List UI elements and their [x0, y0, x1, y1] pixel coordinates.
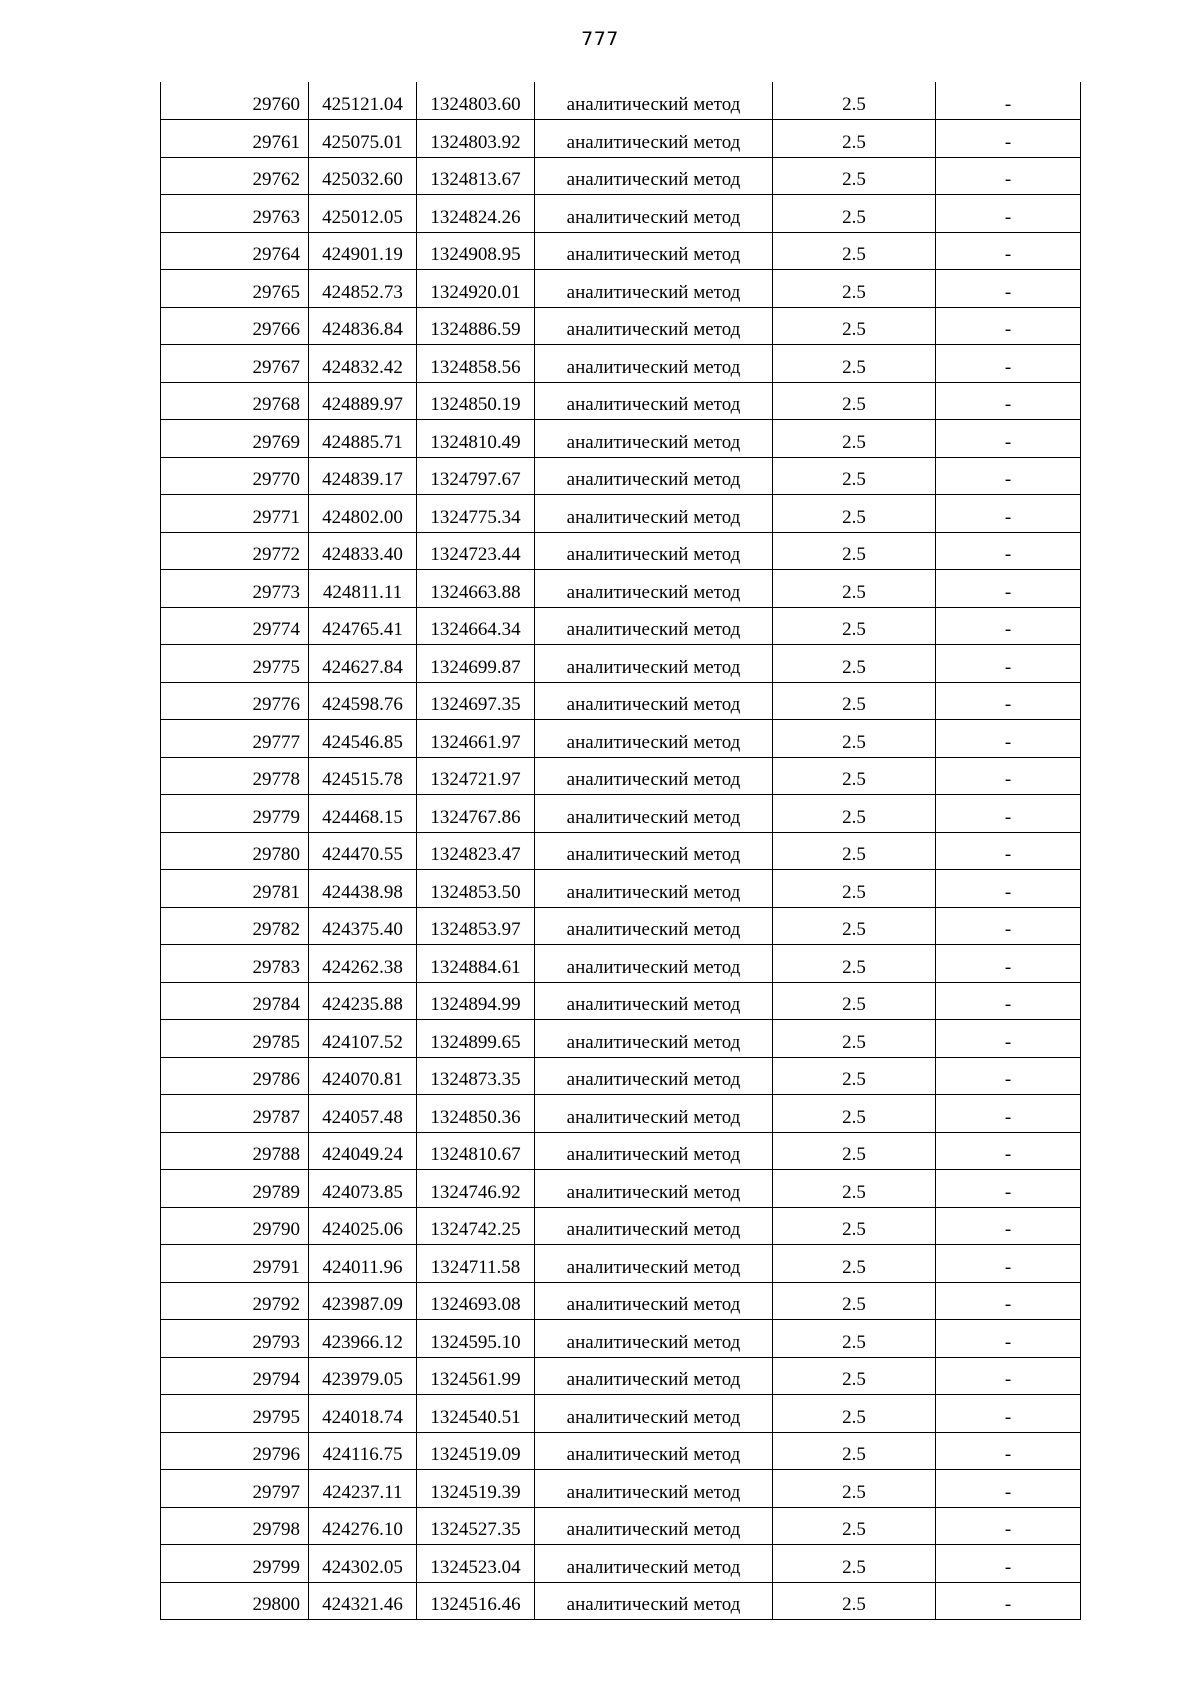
point-number-cell: 29794	[161, 1357, 309, 1395]
point-number-cell: 29787	[161, 1095, 309, 1133]
x-coordinate-cell: 424011.96	[309, 1245, 417, 1283]
method-cell: аналитический метод	[535, 570, 773, 608]
table-row	[161, 457, 1081, 495]
description-cell: -	[936, 1320, 1081, 1358]
x-coordinate-cell: 424018.74	[309, 1395, 417, 1433]
table-row	[161, 682, 1081, 720]
table-row	[161, 982, 1081, 1020]
x-coordinate-cell: 424049.24	[309, 1132, 417, 1170]
description-cell: -	[936, 1470, 1081, 1508]
table-row	[161, 832, 1081, 870]
description-cell: -	[936, 1357, 1081, 1395]
table-row	[161, 532, 1081, 570]
description-cell: -	[936, 1020, 1081, 1058]
method-cell: аналитический метод	[535, 870, 773, 908]
y-coordinate-cell: 1324850.19	[417, 382, 535, 420]
accuracy-cell: 2.5	[773, 157, 936, 195]
x-coordinate-cell: 424302.05	[309, 1545, 417, 1583]
point-number-cell: 29800	[161, 1582, 309, 1620]
point-number-cell: 29760	[161, 82, 309, 120]
y-coordinate-cell: 1324699.87	[417, 645, 535, 683]
x-coordinate-cell: 424598.76	[309, 682, 417, 720]
accuracy-cell: 2.5	[773, 1470, 936, 1508]
y-coordinate-cell: 1324527.35	[417, 1507, 535, 1545]
table-row	[161, 195, 1081, 233]
description-cell: -	[936, 195, 1081, 233]
y-coordinate-cell: 1324886.59	[417, 307, 535, 345]
point-number-cell: 29773	[161, 570, 309, 608]
y-coordinate-cell: 1324519.09	[417, 1432, 535, 1470]
x-coordinate-cell: 425121.04	[309, 82, 417, 120]
method-cell: аналитический метод	[535, 1545, 773, 1583]
method-cell: аналитический метод	[535, 795, 773, 833]
description-cell: -	[936, 1170, 1081, 1208]
point-number-cell: 29793	[161, 1320, 309, 1358]
accuracy-cell: 2.5	[773, 345, 936, 383]
accuracy-cell: 2.5	[773, 1432, 936, 1470]
method-cell: аналитический метод	[535, 1320, 773, 1358]
description-cell: -	[936, 232, 1081, 270]
method-cell: аналитический метод	[535, 1470, 773, 1508]
y-coordinate-cell: 1324742.25	[417, 1207, 535, 1245]
method-cell: аналитический метод	[535, 1170, 773, 1208]
point-number-cell: 29767	[161, 345, 309, 383]
accuracy-cell: 2.5	[773, 1320, 936, 1358]
method-cell: аналитический метод	[535, 645, 773, 683]
x-coordinate-cell: 424276.10	[309, 1507, 417, 1545]
description-cell: -	[936, 907, 1081, 945]
x-coordinate-cell: 425032.60	[309, 157, 417, 195]
description-cell: -	[936, 832, 1081, 870]
table-row	[161, 1470, 1081, 1508]
method-cell: аналитический метод	[535, 1282, 773, 1320]
accuracy-cell: 2.5	[773, 1057, 936, 1095]
point-number-cell: 29799	[161, 1545, 309, 1583]
table-row	[161, 1357, 1081, 1395]
accuracy-cell: 2.5	[773, 832, 936, 870]
accuracy-cell: 2.5	[773, 1507, 936, 1545]
accuracy-cell: 2.5	[773, 270, 936, 308]
accuracy-cell: 2.5	[773, 232, 936, 270]
accuracy-cell: 2.5	[773, 795, 936, 833]
method-cell: аналитический метод	[535, 1507, 773, 1545]
table-row	[161, 1132, 1081, 1170]
accuracy-cell: 2.5	[773, 495, 936, 533]
method-cell: аналитический метод	[535, 232, 773, 270]
description-cell: -	[936, 1095, 1081, 1133]
description-cell: -	[936, 720, 1081, 758]
point-number-cell: 29783	[161, 945, 309, 983]
page-number: 777	[581, 28, 619, 50]
table-row	[161, 120, 1081, 158]
coordinates-table-body	[161, 82, 1081, 1620]
x-coordinate-cell: 425012.05	[309, 195, 417, 233]
description-cell: -	[936, 607, 1081, 645]
table-row	[161, 1432, 1081, 1470]
accuracy-cell: 2.5	[773, 1582, 936, 1620]
x-coordinate-cell: 424885.71	[309, 420, 417, 458]
accuracy-cell: 2.5	[773, 1545, 936, 1583]
point-number-cell: 29769	[161, 420, 309, 458]
x-coordinate-cell: 424107.52	[309, 1020, 417, 1058]
y-coordinate-cell: 1324908.95	[417, 232, 535, 270]
point-number-cell: 29789	[161, 1170, 309, 1208]
method-cell: аналитический метод	[535, 420, 773, 458]
method-cell: аналитический метод	[535, 1357, 773, 1395]
accuracy-cell: 2.5	[773, 457, 936, 495]
method-cell: аналитический метод	[535, 382, 773, 420]
table-row	[161, 607, 1081, 645]
description-cell: -	[936, 420, 1081, 458]
x-coordinate-cell: 424546.85	[309, 720, 417, 758]
description-cell: -	[936, 157, 1081, 195]
method-cell: аналитический метод	[535, 1432, 773, 1470]
y-coordinate-cell: 1324803.92	[417, 120, 535, 158]
point-number-cell: 29764	[161, 232, 309, 270]
x-coordinate-cell: 424515.78	[309, 757, 417, 795]
description-cell: -	[936, 870, 1081, 908]
x-coordinate-cell: 424889.97	[309, 382, 417, 420]
y-coordinate-cell: 1324920.01	[417, 270, 535, 308]
x-coordinate-cell: 425075.01	[309, 120, 417, 158]
description-cell: -	[936, 645, 1081, 683]
y-coordinate-cell: 1324884.61	[417, 945, 535, 983]
y-coordinate-cell: 1324723.44	[417, 532, 535, 570]
x-coordinate-cell: 424438.98	[309, 870, 417, 908]
table-row	[161, 645, 1081, 683]
method-cell: аналитический метод	[535, 495, 773, 533]
description-cell: -	[936, 82, 1081, 120]
y-coordinate-cell: 1324824.26	[417, 195, 535, 233]
description-cell: -	[936, 1507, 1081, 1545]
table-row	[161, 307, 1081, 345]
accuracy-cell: 2.5	[773, 1207, 936, 1245]
x-coordinate-cell: 424836.84	[309, 307, 417, 345]
method-cell: аналитический метод	[535, 832, 773, 870]
accuracy-cell: 2.5	[773, 870, 936, 908]
method-cell: аналитический метод	[535, 195, 773, 233]
method-cell: аналитический метод	[535, 157, 773, 195]
table-row	[161, 82, 1081, 120]
method-cell: аналитический метод	[535, 945, 773, 983]
table-row	[161, 1395, 1081, 1433]
method-cell: аналитический метод	[535, 345, 773, 383]
y-coordinate-cell: 1324775.34	[417, 495, 535, 533]
point-number-cell: 29765	[161, 270, 309, 308]
method-cell: аналитический метод	[535, 907, 773, 945]
accuracy-cell: 2.5	[773, 1245, 936, 1283]
y-coordinate-cell: 1324540.51	[417, 1395, 535, 1433]
table-row	[161, 907, 1081, 945]
description-cell: -	[936, 345, 1081, 383]
y-coordinate-cell: 1324810.67	[417, 1132, 535, 1170]
description-cell: -	[936, 495, 1081, 533]
accuracy-cell: 2.5	[773, 120, 936, 158]
description-cell: -	[936, 795, 1081, 833]
point-number-cell: 29779	[161, 795, 309, 833]
table-row	[161, 232, 1081, 270]
coordinates-table	[160, 82, 1081, 1620]
x-coordinate-cell: 424802.00	[309, 495, 417, 533]
table-row	[161, 720, 1081, 758]
x-coordinate-cell: 424073.85	[309, 1170, 417, 1208]
x-coordinate-cell: 424070.81	[309, 1057, 417, 1095]
table-row	[161, 1245, 1081, 1283]
point-number-cell: 29778	[161, 757, 309, 795]
table-row	[161, 1170, 1081, 1208]
point-number-cell: 29766	[161, 307, 309, 345]
point-number-cell: 29790	[161, 1207, 309, 1245]
table-row	[161, 1057, 1081, 1095]
method-cell: аналитический метод	[535, 1582, 773, 1620]
description-cell: -	[936, 1282, 1081, 1320]
point-number-cell: 29791	[161, 1245, 309, 1283]
accuracy-cell: 2.5	[773, 1095, 936, 1133]
accuracy-cell: 2.5	[773, 757, 936, 795]
accuracy-cell: 2.5	[773, 532, 936, 570]
accuracy-cell: 2.5	[773, 645, 936, 683]
y-coordinate-cell: 1324853.50	[417, 870, 535, 908]
method-cell: аналитический метод	[535, 1057, 773, 1095]
x-coordinate-cell: 423979.05	[309, 1357, 417, 1395]
description-cell: -	[936, 1207, 1081, 1245]
point-number-cell: 29771	[161, 495, 309, 533]
method-cell: аналитический метод	[535, 82, 773, 120]
accuracy-cell: 2.5	[773, 607, 936, 645]
accuracy-cell: 2.5	[773, 1357, 936, 1395]
description-cell: -	[936, 682, 1081, 720]
table-row	[161, 495, 1081, 533]
x-coordinate-cell: 424832.42	[309, 345, 417, 383]
x-coordinate-cell: 424468.15	[309, 795, 417, 833]
description-cell: -	[936, 382, 1081, 420]
method-cell: аналитический метод	[535, 1095, 773, 1133]
method-cell: аналитический метод	[535, 1395, 773, 1433]
point-number-cell: 29770	[161, 457, 309, 495]
method-cell: аналитический метод	[535, 1207, 773, 1245]
y-coordinate-cell: 1324561.99	[417, 1357, 535, 1395]
y-coordinate-cell: 1324823.47	[417, 832, 535, 870]
y-coordinate-cell: 1324693.08	[417, 1282, 535, 1320]
point-number-cell: 29792	[161, 1282, 309, 1320]
x-coordinate-cell: 424057.48	[309, 1095, 417, 1133]
description-cell: -	[936, 1582, 1081, 1620]
y-coordinate-cell: 1324899.65	[417, 1020, 535, 1058]
description-cell: -	[936, 757, 1081, 795]
point-number-cell: 29795	[161, 1395, 309, 1433]
table-row	[161, 1320, 1081, 1358]
table-row	[161, 382, 1081, 420]
x-coordinate-cell: 424765.41	[309, 607, 417, 645]
point-number-cell: 29782	[161, 907, 309, 945]
method-cell: аналитический метод	[535, 120, 773, 158]
description-cell: -	[936, 307, 1081, 345]
table-row	[161, 1020, 1081, 1058]
method-cell: аналитический метод	[535, 607, 773, 645]
y-coordinate-cell: 1324697.35	[417, 682, 535, 720]
point-number-cell: 29772	[161, 532, 309, 570]
x-coordinate-cell: 424321.46	[309, 1582, 417, 1620]
x-coordinate-cell: 424627.84	[309, 645, 417, 683]
accuracy-cell: 2.5	[773, 1020, 936, 1058]
description-cell: -	[936, 570, 1081, 608]
method-cell: аналитический метод	[535, 1020, 773, 1058]
table-row	[161, 157, 1081, 195]
point-number-cell: 29784	[161, 982, 309, 1020]
method-cell: аналитический метод	[535, 682, 773, 720]
point-number-cell: 29775	[161, 645, 309, 683]
table-row	[161, 570, 1081, 608]
x-coordinate-cell: 424237.11	[309, 1470, 417, 1508]
description-cell: -	[936, 982, 1081, 1020]
point-number-cell: 29796	[161, 1432, 309, 1470]
x-coordinate-cell: 424116.75	[309, 1432, 417, 1470]
y-coordinate-cell: 1324661.97	[417, 720, 535, 758]
table-row	[161, 757, 1081, 795]
x-coordinate-cell: 424833.40	[309, 532, 417, 570]
x-coordinate-cell: 424852.73	[309, 270, 417, 308]
y-coordinate-cell: 1324595.10	[417, 1320, 535, 1358]
x-coordinate-cell: 424901.19	[309, 232, 417, 270]
x-coordinate-cell: 424470.55	[309, 832, 417, 870]
accuracy-cell: 2.5	[773, 307, 936, 345]
x-coordinate-cell: 423987.09	[309, 1282, 417, 1320]
point-number-cell: 29762	[161, 157, 309, 195]
point-number-cell: 29777	[161, 720, 309, 758]
accuracy-cell: 2.5	[773, 1395, 936, 1433]
description-cell: -	[936, 945, 1081, 983]
x-coordinate-cell: 424262.38	[309, 945, 417, 983]
table-row	[161, 1207, 1081, 1245]
method-cell: аналитический метод	[535, 720, 773, 758]
x-coordinate-cell: 424235.88	[309, 982, 417, 1020]
y-coordinate-cell: 1324523.04	[417, 1545, 535, 1583]
point-number-cell: 29788	[161, 1132, 309, 1170]
description-cell: -	[936, 1057, 1081, 1095]
accuracy-cell: 2.5	[773, 570, 936, 608]
y-coordinate-cell: 1324711.58	[417, 1245, 535, 1283]
y-coordinate-cell: 1324516.46	[417, 1582, 535, 1620]
point-number-cell: 29768	[161, 382, 309, 420]
point-number-cell: 29798	[161, 1507, 309, 1545]
accuracy-cell: 2.5	[773, 82, 936, 120]
accuracy-cell: 2.5	[773, 382, 936, 420]
accuracy-cell: 2.5	[773, 195, 936, 233]
y-coordinate-cell: 1324519.39	[417, 1470, 535, 1508]
point-number-cell: 29776	[161, 682, 309, 720]
accuracy-cell: 2.5	[773, 945, 936, 983]
table-row	[161, 420, 1081, 458]
method-cell: аналитический метод	[535, 757, 773, 795]
description-cell: -	[936, 1395, 1081, 1433]
point-number-cell: 29786	[161, 1057, 309, 1095]
point-number-cell: 29761	[161, 120, 309, 158]
method-cell: аналитический метод	[535, 532, 773, 570]
method-cell: аналитический метод	[535, 457, 773, 495]
accuracy-cell: 2.5	[773, 982, 936, 1020]
y-coordinate-cell: 1324813.67	[417, 157, 535, 195]
y-coordinate-cell: 1324664.34	[417, 607, 535, 645]
table-row	[161, 1545, 1081, 1583]
point-number-cell: 29797	[161, 1470, 309, 1508]
accuracy-cell: 2.5	[773, 1132, 936, 1170]
y-coordinate-cell: 1324850.36	[417, 1095, 535, 1133]
point-number-cell: 29763	[161, 195, 309, 233]
table-row	[161, 1582, 1081, 1620]
y-coordinate-cell: 1324853.97	[417, 907, 535, 945]
table-row	[161, 270, 1081, 308]
table-row	[161, 945, 1081, 983]
method-cell: аналитический метод	[535, 1132, 773, 1170]
method-cell: аналитический метод	[535, 307, 773, 345]
y-coordinate-cell: 1324767.86	[417, 795, 535, 833]
table-row	[161, 345, 1081, 383]
y-coordinate-cell: 1324810.49	[417, 420, 535, 458]
method-cell: аналитический метод	[535, 270, 773, 308]
accuracy-cell: 2.5	[773, 720, 936, 758]
description-cell: -	[936, 532, 1081, 570]
description-cell: -	[936, 1432, 1081, 1470]
table-row	[161, 1507, 1081, 1545]
x-coordinate-cell: 424811.11	[309, 570, 417, 608]
table-row	[161, 795, 1081, 833]
description-cell: -	[936, 1132, 1081, 1170]
y-coordinate-cell: 1324894.99	[417, 982, 535, 1020]
description-cell: -	[936, 270, 1081, 308]
table-row	[161, 1095, 1081, 1133]
point-number-cell: 29785	[161, 1020, 309, 1058]
accuracy-cell: 2.5	[773, 682, 936, 720]
y-coordinate-cell: 1324663.88	[417, 570, 535, 608]
method-cell: аналитический метод	[535, 982, 773, 1020]
method-cell: аналитический метод	[535, 1245, 773, 1283]
accuracy-cell: 2.5	[773, 907, 936, 945]
table-row	[161, 1282, 1081, 1320]
accuracy-cell: 2.5	[773, 1282, 936, 1320]
x-coordinate-cell: 423966.12	[309, 1320, 417, 1358]
y-coordinate-cell: 1324746.92	[417, 1170, 535, 1208]
description-cell: -	[936, 457, 1081, 495]
x-coordinate-cell: 424025.06	[309, 1207, 417, 1245]
description-cell: -	[936, 1245, 1081, 1283]
x-coordinate-cell: 424839.17	[309, 457, 417, 495]
y-coordinate-cell: 1324803.60	[417, 82, 535, 120]
y-coordinate-cell: 1324797.67	[417, 457, 535, 495]
point-number-cell: 29781	[161, 870, 309, 908]
accuracy-cell: 2.5	[773, 420, 936, 458]
point-number-cell: 29774	[161, 607, 309, 645]
description-cell: -	[936, 1545, 1081, 1583]
accuracy-cell: 2.5	[773, 1170, 936, 1208]
y-coordinate-cell: 1324721.97	[417, 757, 535, 795]
point-number-cell: 29780	[161, 832, 309, 870]
x-coordinate-cell: 424375.40	[309, 907, 417, 945]
y-coordinate-cell: 1324873.35	[417, 1057, 535, 1095]
table-row	[161, 870, 1081, 908]
y-coordinate-cell: 1324858.56	[417, 345, 535, 383]
description-cell: -	[936, 120, 1081, 158]
